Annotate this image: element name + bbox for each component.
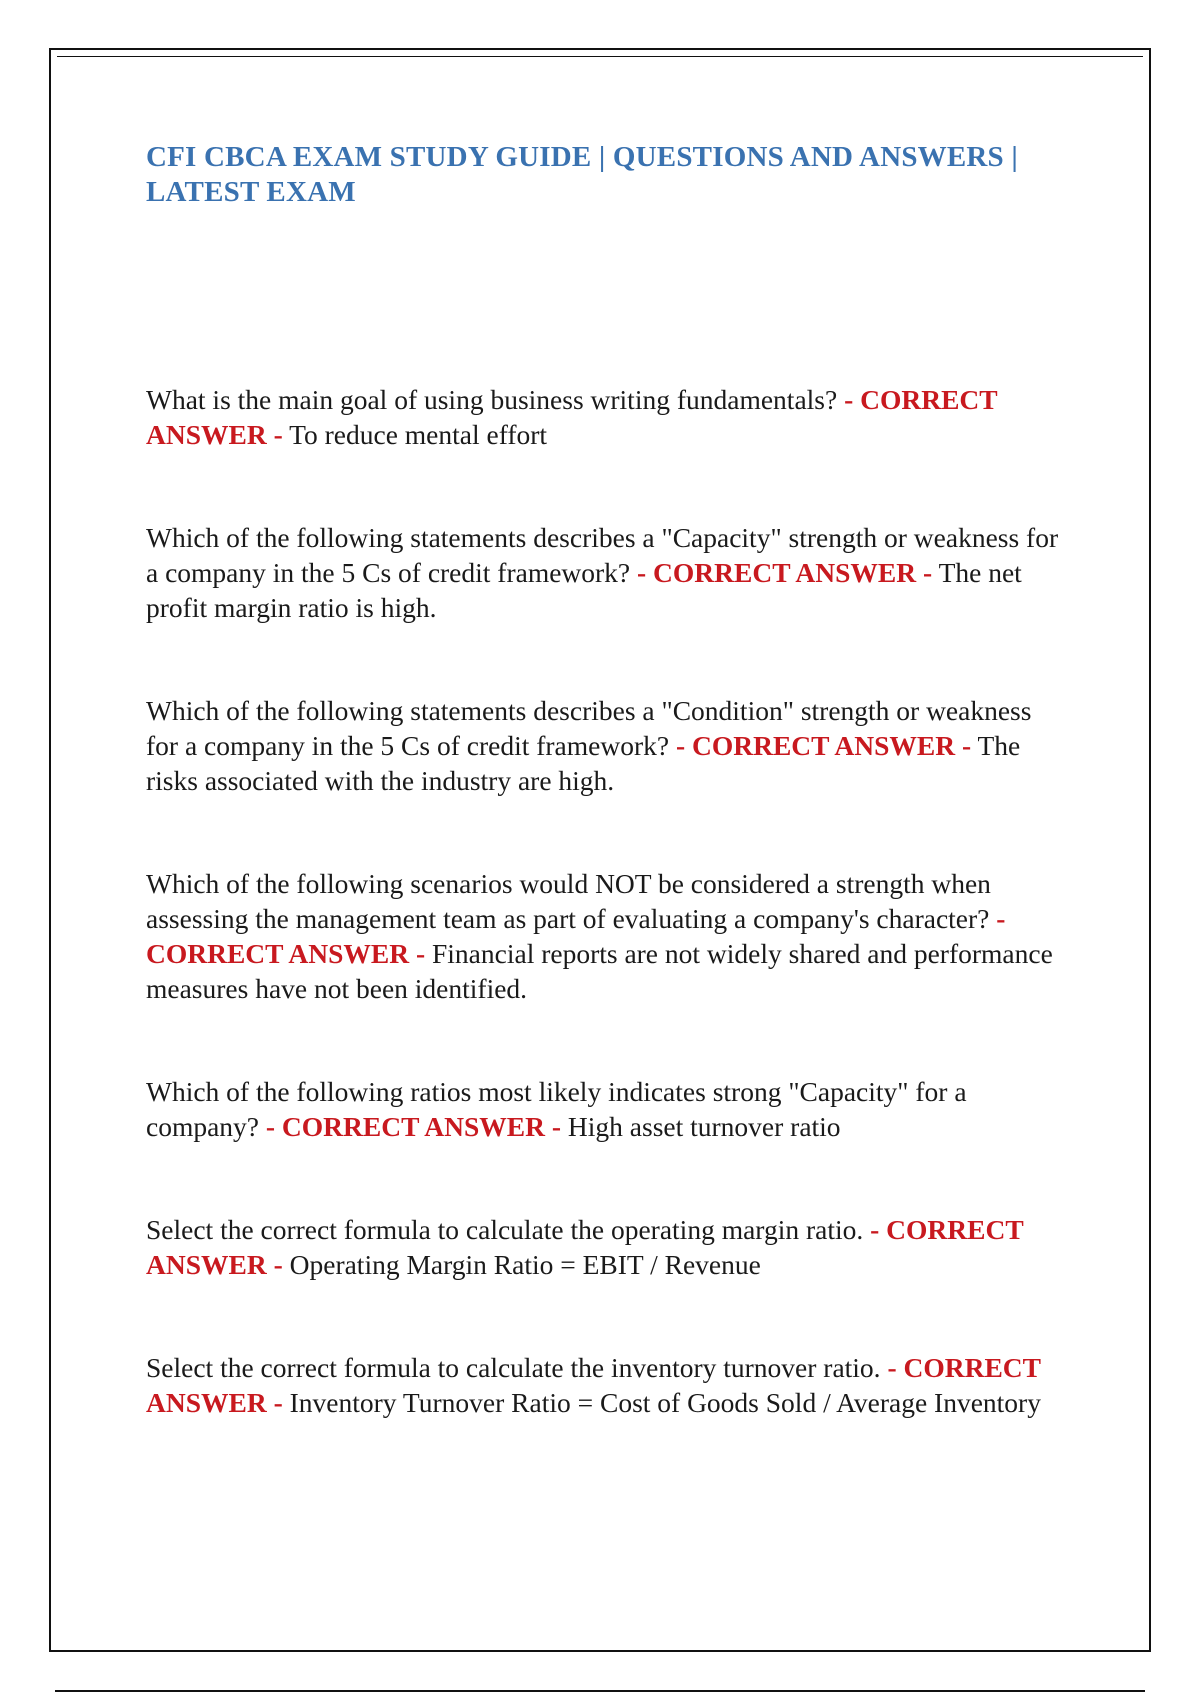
answer-text: Operating Margin Ratio = EBIT / Revenue — [289, 1249, 761, 1280]
qa-item — [146, 1212, 1066, 1282]
qa-item — [146, 520, 1066, 625]
correct-answer-tag: - CORRECT ANSWER - — [265, 1111, 562, 1142]
question-text: Which of the following scenarios would NOT be considered a strength when assessing the management team as part of evaluating a company's character? — [146, 868, 991, 934]
question-text: Which of the following statements describes a "Condition" strength or weakness for a company in the 5 Cs of credit framework? — [146, 695, 1032, 761]
answer-text: Inventory Turnover Ratio = Cost of Goods Sold / Average Inventory — [289, 1387, 1041, 1418]
answer-text: High asset turnover ratio — [567, 1111, 841, 1142]
correct-answer-tag: - CORRECT ANSWER - — [146, 1214, 1024, 1280]
question-text: What is the main goal of using business writing fundamentals? — [146, 384, 838, 415]
qa-list — [146, 382, 1066, 1420]
answer-text: Financial reports are not widely shared and performance measures have not been identified. — [146, 938, 1053, 1004]
document-title: CFI CBCA EXAM STUDY GUIDE | QUESTIONS AND ANSWERS | LATEST EXAM — [146, 141, 1018, 208]
qa-item — [146, 693, 1066, 798]
answer-text: The risks associated with the industry are high. — [146, 730, 1021, 796]
question-text: Select the correct formula to calculate the inventory turnover ratio. — [146, 1352, 881, 1383]
top-rule — [57, 56, 1143, 57]
page-bottom-rule — [55, 1690, 1145, 1692]
correct-answer-tag: - CORRECT ANSWER - — [146, 903, 1006, 969]
answer-text: The net profit margin ratio is high. — [146, 557, 1022, 623]
correct-answer-tag: - CORRECT ANSWER - — [146, 384, 998, 450]
question-text: Select the correct formula to calculate the operating margin ratio. — [146, 1214, 864, 1245]
qa-item — [146, 1074, 1066, 1144]
correct-answer-tag: - CORRECT ANSWER - — [637, 557, 933, 588]
correct-answer-tag: - CORRECT ANSWER - — [146, 1352, 1041, 1418]
qa-item — [146, 866, 1066, 1006]
question-text: Which of the following statements describes a "Capacity" strength or weakness for a company in the 5 Cs of credit framework? — [146, 522, 1059, 588]
qa-item — [146, 382, 1066, 452]
qa-item — [146, 1350, 1066, 1420]
answer-text: To reduce mental effort — [289, 419, 548, 450]
correct-answer-tag: - CORRECT ANSWER - — [675, 730, 972, 761]
question-text: Which of the following ratios most likely indicates strong "Capacity" for a company? — [146, 1076, 967, 1142]
